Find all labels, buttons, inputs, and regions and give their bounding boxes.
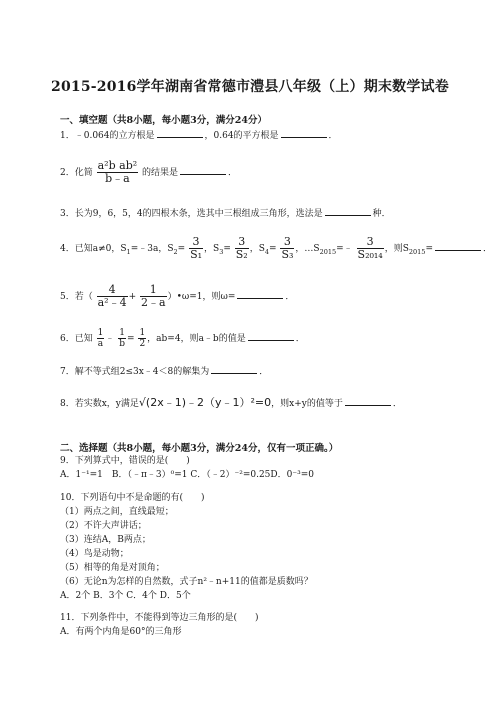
question-end: 种． xyxy=(372,209,391,219)
question-number: 4． xyxy=(60,244,75,254)
fraction-expression xyxy=(97,328,105,349)
answer-blank xyxy=(237,289,283,299)
question-text: ，S xyxy=(249,244,265,254)
fraction-numerator: 1 xyxy=(140,284,167,297)
question-2 xyxy=(60,160,237,185)
question-text: = xyxy=(425,244,433,254)
question-end: ． xyxy=(328,131,338,141)
fraction-denominator: a xyxy=(97,339,104,349)
question-9: 9．下列算式中，错误的是( ) xyxy=(60,456,190,466)
question-text: =﹣3a，S xyxy=(130,244,174,254)
question-text: ，则x+y的值等于 xyxy=(271,399,343,409)
question-text: ，…S xyxy=(295,244,320,254)
question-text: 已知a≠0，S xyxy=(74,244,127,254)
answer-blank xyxy=(325,206,371,216)
question-5 xyxy=(60,284,294,309)
answer-blank xyxy=(211,364,257,374)
fraction-numerator: 3 xyxy=(235,236,249,249)
answer-blank xyxy=(248,331,294,341)
fraction-numerator: 3 xyxy=(189,236,203,249)
question-text: 若（ xyxy=(74,292,93,302)
question-text: ，ab=4，则a﹣b的值是 xyxy=(147,334,246,344)
question-text: = xyxy=(223,244,231,254)
question-end: ． xyxy=(228,168,238,178)
fraction-denominator: S₂₀₁₄ xyxy=(357,248,383,261)
question-10-options: A．2个 B．3个 C．4个 D．5个 xyxy=(60,591,191,601)
question-3 xyxy=(60,206,391,220)
question-10: 10．下列语句中不是命题的有( ) xyxy=(60,493,205,503)
question-text: ，0.64的平方根是 xyxy=(204,131,279,141)
fraction-numerator: 1 xyxy=(119,328,125,338)
question-text: ，S xyxy=(204,244,220,254)
answer-blank xyxy=(180,165,226,175)
fraction-denominator: S₃ xyxy=(281,248,294,261)
operator: + xyxy=(128,292,137,302)
section-heading-multiple-choice: 二、选择题（共8小题，每小题3分，满分24分，仅有一项正确。） xyxy=(60,443,339,454)
subscript: 1 xyxy=(126,247,131,256)
fraction-numerator: 1 xyxy=(139,328,146,338)
question-number: 5． xyxy=(60,292,75,302)
list-item: （4）鸟是动物； xyxy=(60,549,129,559)
question-text: 长为9，6，5，4的四根木条，选其中三根组成三角形，选法是 xyxy=(74,209,323,219)
fraction-numerator-2: ab² xyxy=(119,159,138,172)
fraction-numerator: 3 xyxy=(280,236,294,249)
page-title: 2015-2016学年湖南省常德市澧县八年级（上）期末数学试卷 xyxy=(51,79,449,95)
fraction-expression xyxy=(97,284,128,309)
fraction-denominator: b﹣a xyxy=(105,172,130,185)
fraction-numerator: 3 xyxy=(357,236,384,249)
answer-blank xyxy=(345,396,391,406)
question-text: 解不等式组2≤3x﹣4＜8的解集为 xyxy=(74,367,210,377)
question-number: 6． xyxy=(60,334,75,344)
answer-blank xyxy=(435,241,481,251)
fraction-expression xyxy=(138,328,146,349)
fraction-expression xyxy=(357,236,384,261)
question-number: 8． xyxy=(60,399,75,409)
subscript: 2015 xyxy=(408,247,426,256)
question-end: ． xyxy=(259,367,269,377)
operator: ﹣ xyxy=(105,334,115,344)
question-text: ，则S xyxy=(384,244,409,254)
question-8 xyxy=(60,396,402,410)
question-text: ﹣0.064的立方根是 xyxy=(74,131,155,141)
question-text: = xyxy=(269,244,277,254)
question-text: ）•ω=1，则ω= xyxy=(167,292,236,302)
fraction-denominator: 2﹣a xyxy=(141,296,166,309)
question-11: 11．下列条件中，不能得到等边三角形的是( ) xyxy=(60,613,259,623)
question-text: 的结果是 xyxy=(142,168,179,178)
question-text: 若实数x，y满足 xyxy=(74,399,139,409)
question-end: ． xyxy=(295,334,305,344)
fraction-numerator: 4 xyxy=(97,284,128,297)
list-item: （5）相等的角是对顶角； xyxy=(60,563,165,573)
question-number: 1． xyxy=(60,131,75,141)
question-9-options: A．1⁻¹=1 B．（﹣π﹣3）⁰=1 C．（﹣2）⁻²=0.25D．0⁻³=0 xyxy=(60,470,314,480)
question-text: = xyxy=(177,244,186,254)
fraction-denominator: a²﹣4 xyxy=(97,296,127,309)
answer-blank xyxy=(157,128,203,138)
question-11-option-a: A．有两个内角是60°的三角形 xyxy=(60,627,182,637)
list-item: （3）连结A，B两点； xyxy=(60,535,151,545)
question-number: 2． xyxy=(60,168,75,178)
answer-blank xyxy=(281,128,327,138)
question-number: 7． xyxy=(60,367,75,377)
fraction-expression xyxy=(235,236,249,261)
question-4 xyxy=(60,236,492,261)
fraction-expression xyxy=(140,284,167,309)
fraction-denominator: 2 xyxy=(139,339,146,349)
fraction-expression xyxy=(118,328,126,349)
math-expression: √(2x﹣1)﹣2（y﹣1）²=0 xyxy=(138,396,272,409)
list-item: （2）不许大声讲话； xyxy=(60,521,147,531)
operator: = xyxy=(127,334,135,344)
fraction-numerator: a²b xyxy=(97,159,116,172)
question-text: =﹣ xyxy=(336,244,353,254)
question-end: ． xyxy=(285,292,295,302)
subscript: 2 xyxy=(173,247,178,256)
question-end: ． xyxy=(392,399,402,409)
question-text: 已知 xyxy=(74,334,93,344)
question-number: 3． xyxy=(60,209,75,219)
question-7 xyxy=(60,364,268,378)
fraction-denominator: S₁ xyxy=(190,248,203,261)
subscript: 4 xyxy=(264,247,270,256)
subscript: 2015 xyxy=(319,247,337,256)
fraction-expression xyxy=(97,160,139,185)
section-heading-fill-in: 一、填空题（共8小题，每小题3分，满分24分） xyxy=(60,115,267,126)
fraction-denominator: S₂ xyxy=(235,248,248,261)
fraction-expression xyxy=(189,236,203,261)
question-1 xyxy=(60,128,338,142)
subscript: 3 xyxy=(219,247,224,256)
fraction-expression xyxy=(280,236,294,261)
question-text: 化简 xyxy=(74,168,93,178)
question-6 xyxy=(60,328,305,349)
fraction-numerator: 1 xyxy=(97,328,104,338)
list-item: （6）无论n为怎样的自然数，式子n²﹣n+11的值都是质数吗？ xyxy=(60,577,313,587)
question-end: ． xyxy=(482,244,492,254)
fraction-denominator: b xyxy=(119,339,126,349)
list-item: （1）两点之间，直线最短； xyxy=(60,507,174,517)
